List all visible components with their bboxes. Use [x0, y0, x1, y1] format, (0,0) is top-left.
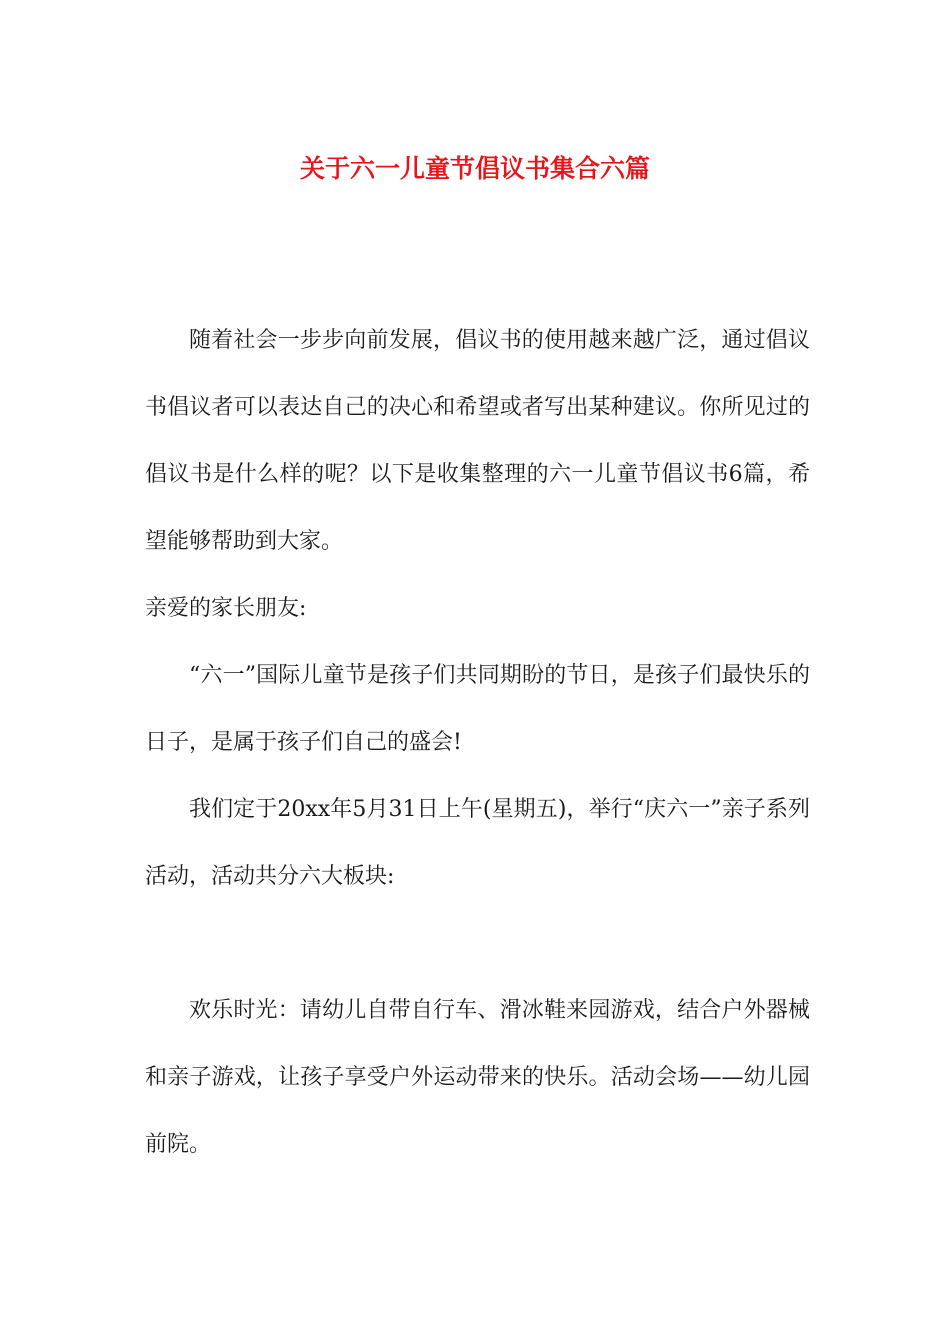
- intro-paragraph: 随着社会一步步向前发展，倡议书的使用越来越广泛，通过倡议书倡议者可以表达自己的决心和希望或者写出某种建议。你所见过的倡议书是什么样的呢？以下是收集整理的六一儿童节倡议书6篇，希望能够帮助到大家。: [145, 328, 810, 554]
- body-paragraph: “六一”国际儿童节是孩子们共同期盼的节日，是孩子们最快乐的日子，是属于孩子们自己的盛会!: [145, 663, 810, 755]
- body-paragraph: 我们定于20xx年5月31日上午(星期五)，举行“庆六一”亲子系列活动，活动共分六大板块:: [145, 797, 810, 889]
- body-paragraph: 欢乐时光：请幼儿自带自行车、滑冰鞋来园游戏，结合户外器械和亲子游戏，让孩子享受户外运动带来的快乐。活动会场——幼儿园前院。: [145, 998, 810, 1157]
- document-title: 关于六一儿童节倡议书集合六篇: [299, 153, 650, 183]
- greeting-line: 亲爱的家长朋友:: [145, 596, 307, 621]
